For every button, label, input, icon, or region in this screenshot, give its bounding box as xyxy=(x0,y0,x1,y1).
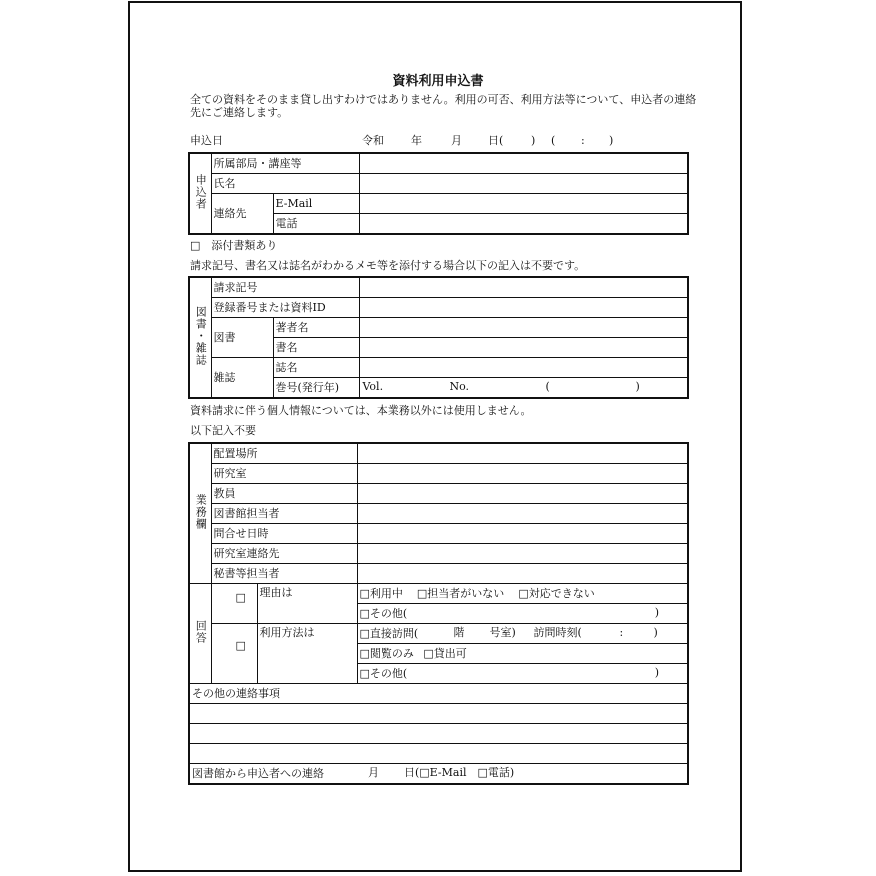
office-answer-table xyxy=(188,442,689,785)
reason-label: 理由は xyxy=(257,584,357,624)
reason-opt-no-staff[interactable]: □担当者がいない xyxy=(416,586,505,600)
reason-other-close: ) xyxy=(654,606,659,619)
material-section-label: 図書・雑誌 xyxy=(189,277,211,398)
vol-paren-close: ) xyxy=(635,380,640,393)
visit-time-label: 訪問時刻( xyxy=(533,626,582,639)
contact-label: 連絡先 xyxy=(211,194,273,235)
vol-label: Vol. xyxy=(362,380,384,393)
applicant-section-label: 申込者 xyxy=(189,153,211,234)
other-notes-line[interactable] xyxy=(189,724,688,744)
phone-field[interactable] xyxy=(359,214,688,235)
date-month: 月 xyxy=(451,134,462,147)
name-label: 氏名 xyxy=(211,174,359,194)
call-no-label: 請求記号 xyxy=(211,277,359,298)
method-other-checkbox[interactable]: □その他( xyxy=(359,666,408,680)
reg-no-label: 登録番号または資料ID xyxy=(211,298,359,318)
book-title-field[interactable] xyxy=(359,338,688,358)
visit-time-colon: : xyxy=(619,626,624,639)
attach-checkbox[interactable]: □ 添付書類あり xyxy=(190,239,278,252)
office-row-label: 研究室 xyxy=(211,464,357,484)
method-other-cell[interactable] xyxy=(357,664,688,684)
other-notes-line[interactable] xyxy=(189,704,688,724)
visit-room: 号室) xyxy=(489,626,516,639)
office-row-field[interactable] xyxy=(357,564,688,584)
date-time-colon: : xyxy=(581,134,585,147)
office-row-field[interactable] xyxy=(357,464,688,484)
applicant-table xyxy=(188,152,689,235)
book-title-label: 書名 xyxy=(273,338,359,358)
reg-no-field[interactable] xyxy=(359,298,688,318)
visit-floor: 階 xyxy=(453,626,465,639)
material-table xyxy=(188,276,689,399)
visit-checkbox[interactable]: □直接訪問( xyxy=(359,626,419,640)
office-section-label: 業務欄 xyxy=(189,443,211,584)
date-label: 申込日 xyxy=(190,134,223,147)
journal-title-label: 誌名 xyxy=(273,358,359,378)
below-not-needed: 以下記入不要 xyxy=(190,424,256,437)
privacy-note: 資料請求に伴う個人情報については、本業務以外には使用しません。 xyxy=(190,404,532,417)
reason-options xyxy=(357,584,688,604)
office-row-field[interactable] xyxy=(357,484,688,504)
reason-opt-unavailable[interactable]: □対応できない xyxy=(518,586,595,600)
vol-paren-open: ( xyxy=(545,380,550,393)
other-notes-label: その他の連絡事項 xyxy=(189,684,688,704)
method-other-close: ) xyxy=(654,666,659,679)
dept-field[interactable] xyxy=(359,153,688,174)
note-request: 請求記号、書名又は誌名がわかるメモ等を添付する場合以下の記入は不要です。 xyxy=(190,259,586,272)
office-row-label: 教員 xyxy=(211,484,357,504)
office-row-field[interactable] xyxy=(357,443,688,464)
reason-other-checkbox[interactable]: □その他( xyxy=(359,606,408,620)
no-label: No. xyxy=(449,380,470,393)
office-row-label: 配置場所 xyxy=(211,443,357,464)
office-row-label: 問合せ日時 xyxy=(211,524,357,544)
date-year: 年 xyxy=(411,134,422,147)
email-field[interactable] xyxy=(359,194,688,214)
email-label: E-Mail xyxy=(273,194,359,214)
office-row-label: 図書館担当者 xyxy=(211,504,357,524)
journal-title-field[interactable] xyxy=(359,358,688,378)
answer-section-label: 回答 xyxy=(189,584,211,684)
form-title: 資料利用申込書 xyxy=(392,74,484,89)
lend-ok-checkbox[interactable]: □貸出可 xyxy=(423,646,467,660)
office-row-field[interactable] xyxy=(357,504,688,524)
date-era: 令和 xyxy=(362,134,384,147)
visit-cell[interactable] xyxy=(357,624,688,644)
answer-yes-cell[interactable] xyxy=(211,624,257,684)
call-no-field[interactable] xyxy=(359,277,688,298)
reason-opt-in-use[interactable]: □利用中 xyxy=(359,586,403,600)
volume-field[interactable] xyxy=(359,378,688,399)
author-field[interactable] xyxy=(359,318,688,338)
date-time-open: ( xyxy=(551,134,556,147)
book-label: 図書 xyxy=(211,318,273,358)
volume-label: 巻号(発行年) xyxy=(273,378,359,399)
date-paren-close: ) xyxy=(531,134,536,147)
visit-time-close: ) xyxy=(653,626,658,639)
answer-no-checkbox[interactable]: □ xyxy=(235,591,246,604)
footer-label: 図書館から申込者への連絡 xyxy=(192,766,324,780)
footer-month: 月 xyxy=(368,766,379,779)
phone-label: 電話 xyxy=(273,214,359,235)
footer-row xyxy=(189,764,688,785)
dept-label: 所属部局・講座等 xyxy=(211,153,359,174)
office-row-field[interactable] xyxy=(357,544,688,564)
method-label: 利用方法は xyxy=(257,624,357,684)
office-row-label: 研究室連絡先 xyxy=(211,544,357,564)
reason-other-cell[interactable] xyxy=(357,604,688,624)
date-day: 日( xyxy=(488,134,504,147)
answer-yes-checkbox[interactable]: □ xyxy=(235,639,246,652)
intro-text: 全ての資料をそのまま貸し出すわけではありません。利用の可否、利用方法等について、申込者の連絡先にご連絡します。 xyxy=(190,93,697,119)
answer-no-cell[interactable] xyxy=(211,584,257,624)
date-time-close: ) xyxy=(609,134,614,147)
journal-label: 雑誌 xyxy=(211,358,273,399)
office-row-label: 秘書等担当者 xyxy=(211,564,357,584)
browse-lend-cell xyxy=(357,644,688,664)
author-label: 著者名 xyxy=(273,318,359,338)
footer-day: 日(□E-Mail □電話) xyxy=(404,766,515,779)
office-row-field[interactable] xyxy=(357,524,688,544)
name-field[interactable] xyxy=(359,174,688,194)
other-notes-line[interactable] xyxy=(189,744,688,764)
browse-only-checkbox[interactable]: □閲覧のみ xyxy=(359,646,414,660)
